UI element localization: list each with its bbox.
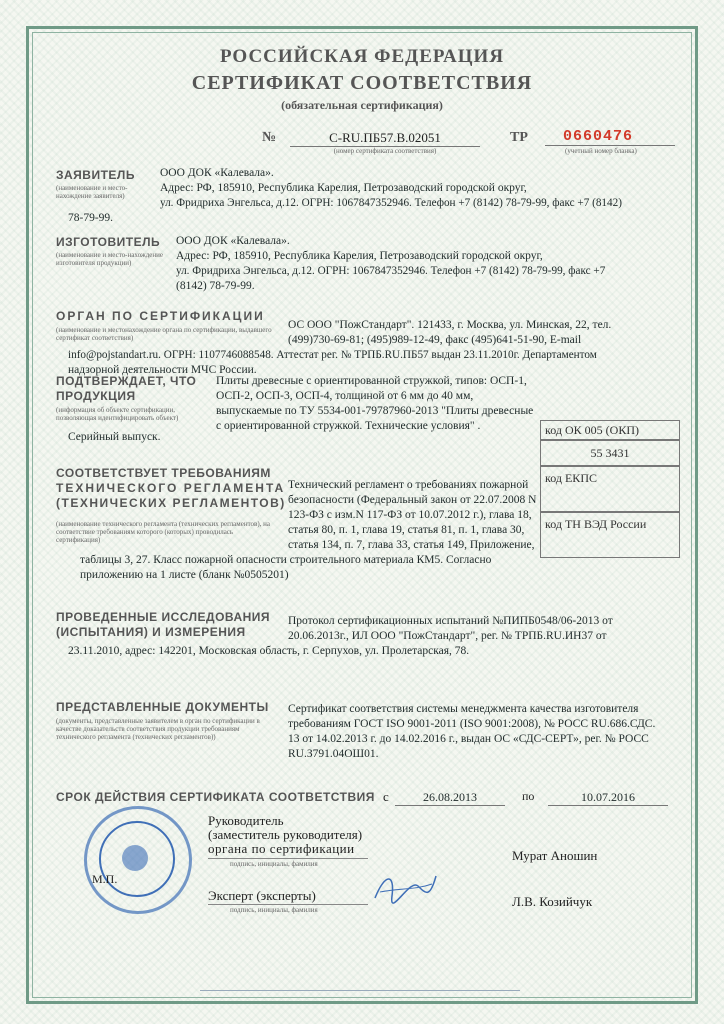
tr-label: ТР: [510, 130, 528, 145]
cert-body-line2: (499)730-69-81; (495)989-12-49, факс (495)641-51-90, E-mail: [288, 334, 582, 346]
tnved-code-box: код ТН ВЭД России: [540, 512, 680, 558]
mp-label: М.П.: [92, 872, 118, 886]
documents-line1: Сертификат соответствия системы менеджмента качества изготовителя: [288, 703, 639, 715]
compliance-line6: таблицы 3, 27. Класс пожарной опасности строительного материала КМ5. Согласно: [80, 554, 492, 566]
head-title-3: органа по сертификации: [208, 841, 355, 856]
manufacturer-caption: (наименование и место-нахождение изготовителя продукции): [56, 251, 164, 267]
product-label-2: ПРОДУКЦИЯ: [56, 389, 136, 403]
manufacturer-address: Адрес: РФ, 185910, Республика Карелия, Петрозаводский городской округ,: [176, 250, 543, 262]
cert-body-label: ОРГАН ПО СЕРТИФИКАЦИИ: [56, 309, 265, 323]
certificate-subtitle: (обязательная сертификация): [281, 98, 443, 112]
manufacturer-details: ул. Фридриха Энгельса, д.12. ОГРН: 1067847352946. Телефон +7 (8142) 78-79-99, факс +7: [176, 265, 606, 277]
stamp-emblem: [122, 845, 148, 871]
manufacturer-name: ООО ДОК «Калевала».: [176, 235, 290, 247]
product-label-1: ПОДТВЕРЖДАЕТ, ЧТО: [56, 374, 197, 388]
applicant-details: ул. Фридриха Энгельса, д.12. ОГРН: 1067847352946. Телефон +7 (8142) 78-79-99, факс +7 (8142): [160, 197, 622, 209]
compliance-label-2: ТЕХНИЧЕСКОГО РЕГЛАМЕНТА: [56, 481, 286, 495]
documents-line3: 13 от 14.02.2013 г. до 14.02.2016 г., выдан ОС «СДС-СЕРТ», рег. № РОСС: [288, 733, 649, 745]
head-title-1: Руководитель: [208, 813, 284, 828]
blank-caption: (учетный номер бланка): [565, 147, 637, 155]
cert-body-line4: надзорной деятельности МЧС России.: [68, 364, 257, 376]
certificate-title: СЕРТИФИКАТ СООТВЕТСТВИЯ: [191, 72, 533, 94]
okp-code-label: код ОК 005 (ОКП): [540, 420, 680, 440]
tests-line3: 23.11.2010, адрес: 142201, Московская область, г. Серпухов, ул. Пролетарская, 78.: [68, 645, 470, 657]
compliance-line2: безопасности (Федеральный закон от 22.07.2008 N: [288, 494, 537, 506]
compliance-caption: (наименование технического регламента (технических регламентов), на соответствие требованиям которого (которых) проводилась сертификация): [56, 520, 271, 544]
applicant-address: Адрес: РФ, 185910, Республика Карелия, Петрозаводский городской округ,: [160, 182, 527, 194]
manufacturer-phone-tail: (8142) 78-79-99.: [176, 280, 255, 292]
bottom-print-line: [200, 990, 520, 991]
documents-line2: требованиям ГОСТ ISO 9001-2011 (ISO 9001:2008), № РОСС RU.686.СДС.: [288, 718, 656, 730]
serial-release: Серийный выпуск.: [68, 431, 161, 443]
documents-label: ПРЕДСТАВЛЕННЫЕ ДОКУМЕНТЫ: [56, 700, 269, 714]
applicant-name: ООО ДОК «Калевала».: [160, 167, 274, 179]
compliance-line5: статья 134, п. 7, глава 33, статья 149, Приложение,: [288, 539, 535, 551]
country-heading: РОССИЙСКАЯ ФЕДЕРАЦИЯ: [219, 46, 505, 67]
product-line2: ОСП-2, ОСП-3, ОСП-4, толщиной от 6 мм до 40 мм,: [216, 390, 474, 402]
tests-label-2: (ИСПЫТАНИЯ) И ИЗМЕРЕНИЯ: [56, 625, 246, 639]
product-line1: Плиты древесные с ориентированной стружкой, типов: ОСП-1,: [216, 375, 527, 387]
compliance-label-1: СООТВЕТСТВУЕТ ТРЕБОВАНИЯМ: [56, 466, 271, 480]
head-sig-line: [208, 858, 368, 859]
expert-title: Эксперт (эксперты): [208, 888, 316, 903]
head-name: Мурат Аношин: [512, 848, 598, 863]
compliance-line4: статья 80, п. 1, глава 19, статья 81, п. 1, глава 30,: [288, 524, 525, 536]
validity-to-date: 10.07.2016: [548, 790, 668, 806]
cert-body-caption: (наименование и местонахождение органа по сертификации, выдавшего сертификат соответствия): [56, 326, 272, 342]
tests-line2: 20.06.2013г., ИЛ ООО "ПожСтандарт", рег. № ТРПБ.RU.ИН37 от: [288, 630, 607, 642]
certificate-number: C-RU.ПБ57.В.02051: [290, 130, 480, 147]
product-caption: (информация об объекте сертификации, позволяющая идентифицировать объект): [56, 406, 179, 422]
compliance-line3: 123-ФЗ с изм.N 117-ФЗ от 10.07.2012 г.), глава 18,: [288, 509, 532, 521]
compliance-line7: приложению на 1 листе (бланк №0505201): [80, 569, 289, 581]
number-caption: (номер сертификата соответствия): [333, 147, 437, 155]
validity-to-label: по: [522, 789, 535, 803]
expert-signature: [370, 868, 440, 908]
compliance-line1: Технический регламент о требованиях пожарной: [288, 479, 529, 491]
expert-sig-line: [208, 904, 368, 905]
number-sign: №: [262, 130, 277, 145]
expert-name: Л.В. Козийчук: [512, 894, 593, 909]
ekps-code-box: код ЕКПС: [540, 466, 680, 512]
head-title-2: (заместитель руководителя): [208, 827, 363, 842]
head-sig-caption: подпись, инициалы, фамилия: [230, 860, 318, 868]
cert-body-line3: info@pojstandart.ru. ОГРН: 1107746088548. Аттестат рег. № ТРПБ.RU.ПБ57 выдан 23.11.2010г. Департаментом: [68, 349, 597, 361]
documents-caption: (документы, представленные заявителем в орган по сертификации в качестве доказательств соответствия продукции требованиям технического регламента (технических регламентов)): [56, 717, 260, 741]
okp-code-value: 55 3431: [540, 440, 680, 466]
manufacturer-label: ИЗГОТОВИТЕЛЬ: [56, 235, 161, 249]
documents-line4: RU.З791.04ОШ01.: [288, 748, 379, 760]
validity-label: СРОК ДЕЙСТВИЯ СЕРТИФИКАТА СООТВЕТСТВИЯ: [56, 790, 375, 804]
tests-label-1: ПРОВЕДЕННЫЕ ИССЛЕДОВАНИЯ: [56, 610, 271, 624]
product-line4: с ориентированной стружкой. Технические условия" .: [216, 420, 481, 432]
tests-line1: Протокол сертификационных испытаний №ПИПБ0548/06-2013 от: [288, 615, 613, 627]
product-line3: выпускаемые по ТУ 5534-001-79787960-2013 "Плиты древесные: [216, 405, 534, 417]
applicant-phone-tail: 78-79-99.: [68, 212, 114, 224]
expert-sig-caption: подпись, инициалы, фамилия: [230, 906, 318, 914]
blank-number: 0660476: [545, 128, 675, 146]
applicant-caption: (наименование и место-нахождение заявителя): [56, 184, 128, 200]
applicant-label: ЗАЯВИТЕЛЬ: [56, 168, 135, 182]
validity-from-date: 26.08.2013: [395, 790, 505, 806]
cert-body-line1: ОС ООО "ПожСтандарт". 121433, г. Москва, ул. Минская, 22, тел.: [288, 319, 612, 331]
validity-from-label: с: [383, 789, 389, 804]
compliance-label-3: (ТЕХНИЧЕСКИХ РЕГЛАМЕНТОВ): [56, 496, 286, 510]
